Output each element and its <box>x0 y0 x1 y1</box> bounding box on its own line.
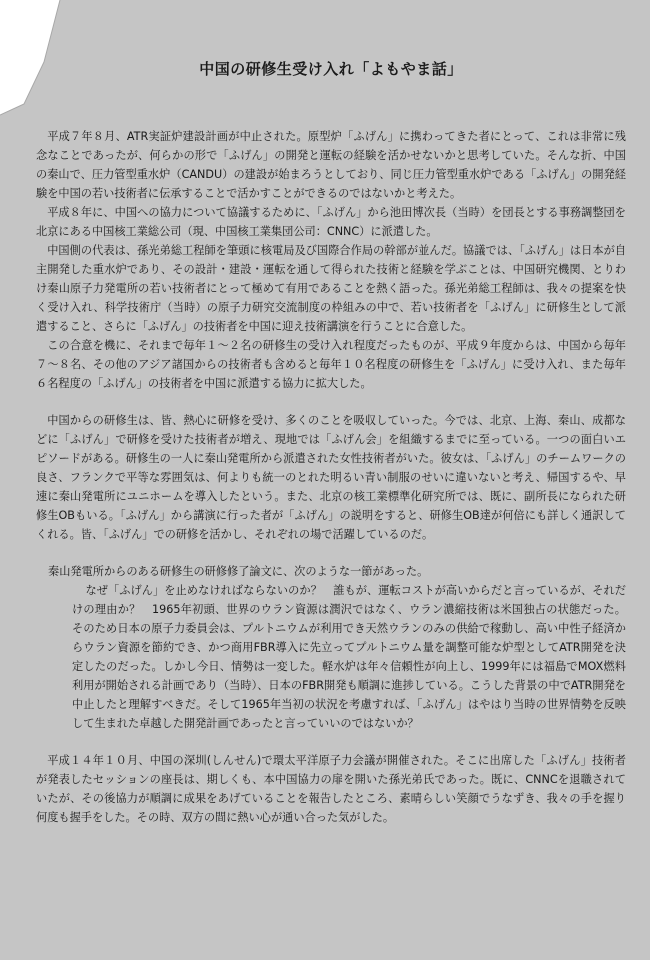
page-title: 中国の研修生受け入れ「よもやま話」 <box>199 60 463 78</box>
section-1 <box>36 127 626 393</box>
section-gap <box>36 544 626 562</box>
article <box>36 58 626 827</box>
paragraph: 平成７年８月、ATR実証炉建設計画が中止された。原型炉「ふげん」に携わってきた者にとって、これは非常に残念なことであったが、何らかの形で「ふげん」の開発と運転の経験を活かせないかと思考していた。そんな折、中国の秦山で、圧力管型重水炉（CANDU）の建設が始まろうとしており、同じ圧力管型重水炉である「ふげん」の開発経験を中国の若い技術者に伝承することで活かすことができるのではないかと考えた。 <box>36 130 626 200</box>
section-2 <box>36 411 626 544</box>
quote-text: なぜ「ふげん」を止めなければならないのか？ 誰もが、運転コストが高いからだと言っているが、それだけの理由か？ 1965年初頭、世界のウラン資源は潤沢ではなく、ウラン濃縮技術は米国独占の状態だった。そのため日本の原子力委員会は、プルトニウムが利用でき天然ウランのみの供給で稼動し、高い中性子経済からウラン資源を節約でき、かつ商用FBR導入に先立ってプルトニウム量を調整可能な炉型としてATR開発を決定したのだった。しかし今日、情勢は一変した。軽水炉は年々信頼性が向上し、1999年には福島でMOX燃料利用が開始される計画であり（当時）、日本のFBR開発も順調に進捗している。こうした背景の中でATR開発を中止したと理解すべきだ。そして1965年当初の状況を考慮すれば、「ふげん」はやはり当時の世界情勢を反映して生まれた卓越した開発計画であったと言っていいのではないか？ <box>72 584 626 730</box>
paragraph: 中国側の代表は、孫光弟総工程師を筆頭に核電局及び国際合作局の幹部が並んだ。協議では、「ふげん」は日本が自主開発した重水炉であり、その設計・建設・運転を通して得られた技術と経験を学ぶことは、中国研究機関、とりわけ秦山原子力発電所の若い技術者にとって極めて有用であることを熱く語った。孫光弟総工程師は、我々の提案を快く受け入れ、科学技術庁（当時）の原子力研究交流制度の枠組みの中で、若い技術者を「ふげん」に研修生として派遣すること、さらに「ふげん」の技術者を中国に迎え技術講演を行うことに合意した。 <box>36 244 626 333</box>
section-gap <box>36 733 626 751</box>
quote-intro: 秦山発電所からのある研修生の研修修了論文に、次のような一節があった。 <box>48 565 429 578</box>
paragraph: この合意を機に、それまで毎年１～２名の研修生の受け入れ程度だったものが、平成９年度からは、中国から毎年７～８名、その他のアジア諸国からの技術者も含めると毎年１０名程度の研修生を「ふげん」に受け入れ、また毎年６名程度の「ふげん」の技術者を中国に派遣する協力に拡大した。 <box>36 339 626 390</box>
section-3 <box>36 751 626 827</box>
section-quote <box>36 562 626 733</box>
section-gap <box>36 393 626 411</box>
paragraph: 中国からの研修生は、皆、熱心に研修を受け、多くのことを吸収していった。今では、北京、上海、秦山、成都などに「ふげん」で研修を受けた技術者が増え、現地では「ふげん会」を組織するまでに至っている。一つの面白いエピソードがある。研修生の一人に秦山発電所から派遣された女性技術者がいた。彼女は、「ふげん」のチームワークの良さ、フランクで平等な雰囲気は、何よりも統一のとれた明るい青い制服のせいに違いないと考え、帰国するや、早速に秦山発電所にユニホームを導入したという。また、北京の核工業標準化研究所では、既に、副所長になられた研修生OBもいる。「ふげん」から講演に行った者が「ふげん」の説明をすると、研修生OB達が何倍にも詳しく通訳してくれる。皆、「ふげん」での研修を活かし、それぞれの場で活躍しているのだ。 <box>36 414 626 541</box>
paragraph: 平成８年に、中国への協力について協議するために、「ふげん」から池田博次長（当時）を団長とする事務調整団を北京にある中国核工業総公司（現、中国核工業集団公司：CNNC）に派遣した。 <box>36 206 626 238</box>
paragraph: 平成１４年１０月、中国の深圳(しんせん)で環太平洋原子力会議が開催された。そこに出席した「ふげん」技術者が発表したセッションの座長は、期しくも、本中国協力の扉を開いた孫光弟氏であった。既に、CNNCを退職されていたが、その後協力が順調に成果をあげていることを報告したところ、素晴らしい笑顔でうなずき、我々の手を握り何度も握手をした。その時、双方の間に熱い心が通い合った気がした。 <box>36 754 626 824</box>
